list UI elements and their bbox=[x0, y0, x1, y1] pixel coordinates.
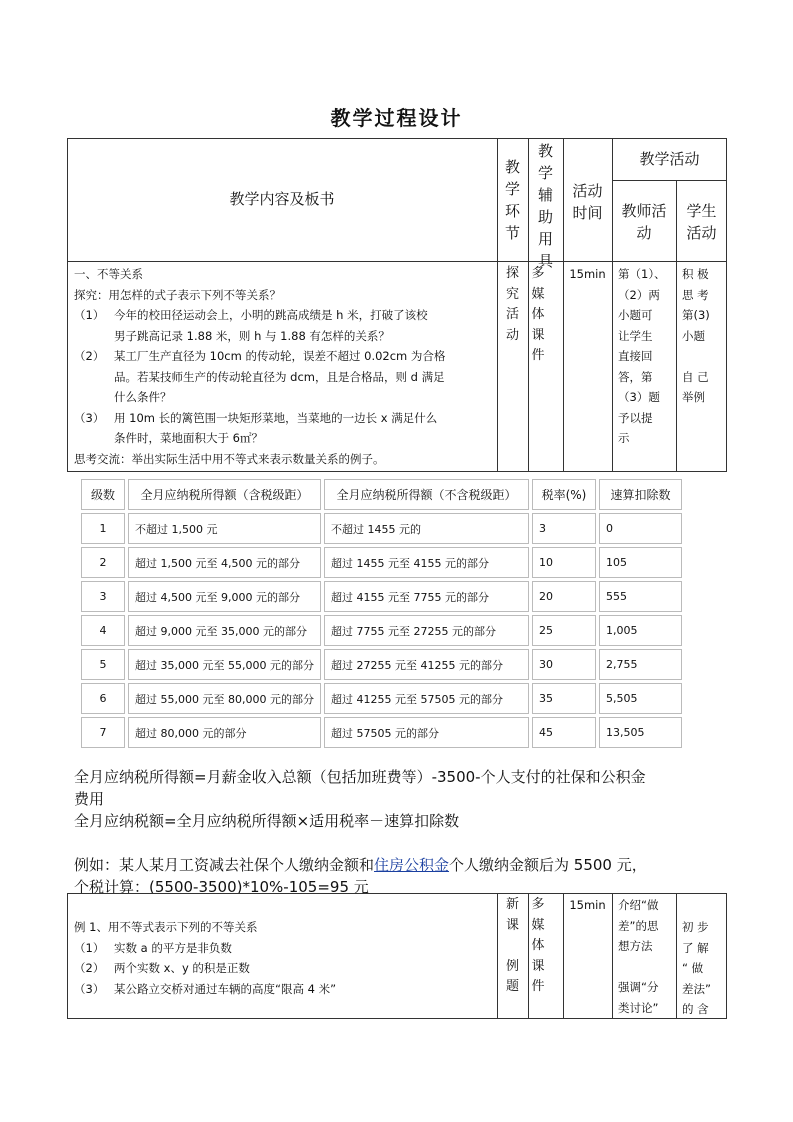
table-cell: 不超过 1,500 元 bbox=[128, 513, 321, 544]
header-aids bbox=[528, 140, 563, 272]
section1-content bbox=[74, 264, 496, 469]
teacher-line: 介绍“做 bbox=[618, 898, 659, 912]
page-title: 教学过程设计 bbox=[330, 106, 463, 130]
section2-content bbox=[74, 917, 496, 999]
header-student-text: 学生活动 bbox=[686, 202, 717, 242]
item-text: 今年的校田径运动会上，小明的跳高成绩是 h 米，打破了该校 bbox=[114, 308, 428, 322]
table-cell: 555 bbox=[599, 581, 682, 612]
list-item-cont: 品。若某技师生产的传动轮直径为 dcm，且是合格品，则 d 满足 bbox=[114, 369, 445, 384]
aids-char: 课 bbox=[531, 327, 545, 343]
example-text: 个人缴纳金额后为 5500 元， bbox=[449, 856, 647, 874]
example-text: 例如：某人某月工资减去社保个人缴纳金额和 bbox=[74, 856, 375, 874]
section1-student bbox=[682, 264, 726, 408]
header-time-text: 活动时间 bbox=[572, 182, 603, 222]
aids-char: 媒 bbox=[531, 917, 545, 933]
teacher-line: （3）题 bbox=[618, 390, 660, 404]
teacher-line: 予以提 bbox=[618, 410, 653, 425]
section1-heading: 一、不等关系 bbox=[74, 267, 143, 281]
student-line: 小题 bbox=[682, 328, 705, 343]
formula-line-1: 全月应纳税所得额=月薪金收入总额（包括加班费等）-3500-个人支付的社保和公积金 bbox=[74, 768, 646, 786]
table-cell: 30 bbox=[532, 649, 596, 680]
aids-char: 课 bbox=[531, 958, 545, 974]
teacher-line: 想方法 bbox=[618, 939, 653, 953]
header-student bbox=[676, 200, 727, 244]
student-line: 初 步 bbox=[682, 920, 709, 934]
table-header: 税率(%) bbox=[532, 479, 596, 510]
header-teacher bbox=[612, 200, 676, 244]
table-row bbox=[81, 649, 682, 680]
student-line: 的 含 bbox=[682, 1002, 709, 1016]
table-row bbox=[81, 615, 682, 646]
phase-char: 新 bbox=[505, 897, 519, 912]
section1-aids bbox=[528, 264, 548, 367]
table-cell: 不超过 1455 元的 bbox=[324, 513, 529, 544]
student-line: 差法” bbox=[682, 981, 711, 996]
col-line bbox=[612, 893, 613, 1019]
list-item-cont: 条件时，菜地面积大于 6㎡？ bbox=[114, 431, 263, 445]
aids-char: 体 bbox=[531, 307, 545, 322]
section2-phase bbox=[497, 895, 528, 998]
teacher-line: 第（1）、 bbox=[618, 267, 666, 281]
item-number: （1） bbox=[74, 308, 105, 322]
list-item bbox=[74, 938, 496, 959]
item-text: 某公路立交桥对通过车辆的高度“限高 4 米” bbox=[114, 981, 337, 996]
teacher-line: 直接回 bbox=[618, 349, 653, 363]
student-line: “ 做 bbox=[682, 961, 704, 975]
table-header: 全月应纳税所得额（含税级距） bbox=[128, 479, 321, 510]
section1-closing: 思考交流：举出实际生活中用不等式来表示数量关系的例子。 bbox=[74, 451, 385, 466]
table-cell: 5 bbox=[81, 649, 125, 680]
table-cell: 2 bbox=[81, 547, 125, 578]
table-header: 速算扣除数 bbox=[599, 479, 682, 510]
formula-line-1-cont: 费用 bbox=[74, 790, 105, 808]
table-cell: 2,755 bbox=[599, 649, 682, 680]
section1-time: 15min bbox=[569, 267, 606, 281]
teacher-line: 答，第 bbox=[618, 369, 653, 384]
aids-char: 多 bbox=[531, 897, 545, 912]
phase-char bbox=[497, 936, 528, 957]
student-line: 举例 bbox=[682, 390, 705, 404]
table-cell: 超过 4155 元至 7755 元的部分 bbox=[324, 581, 529, 612]
list-item-cont: 男子跳高记录 1.88 米，则 h 与 1.88 有怎样的关系？ bbox=[114, 328, 390, 343]
student-line: 积 极 bbox=[682, 267, 709, 281]
col-line bbox=[612, 138, 613, 472]
formula-line-2: 全月应纳税额=全月应纳税所得额×适用税率－速算扣除数 bbox=[74, 812, 460, 830]
header-phase-text: 教学环节 bbox=[504, 158, 520, 242]
table-header-row bbox=[81, 479, 682, 510]
housing-fund-link[interactable]: 住房公积金 bbox=[374, 856, 450, 874]
list-item-cont: 什么条件？ bbox=[114, 390, 172, 404]
item-text: 某工厂生产直径为 10cm 的传动轮，误差不超过 0.02cm 为合格 bbox=[114, 349, 446, 363]
table-header: 级数 bbox=[81, 479, 125, 510]
table-row bbox=[81, 717, 682, 748]
list-item bbox=[74, 979, 496, 1000]
table-cell: 6 bbox=[81, 683, 125, 714]
table-cell: 超过 35,000 元至 55,000 元的部分 bbox=[128, 649, 321, 680]
section2-time: 15min bbox=[569, 898, 606, 912]
header-activity: 教学活动 bbox=[639, 150, 700, 168]
aids-char: 件 bbox=[531, 348, 545, 363]
student-line: 了 解 bbox=[682, 940, 709, 955]
table-cell: 25 bbox=[532, 615, 596, 646]
table-cell: 4 bbox=[81, 615, 125, 646]
table-row bbox=[81, 581, 682, 612]
activity-divider bbox=[612, 180, 727, 181]
tax-rate-table bbox=[78, 476, 685, 751]
phase-char: 探 bbox=[505, 266, 519, 281]
student-line: 自 己 bbox=[682, 369, 709, 384]
student-line bbox=[682, 346, 726, 367]
student-line: 思 考 bbox=[682, 287, 709, 302]
teacher-line: 差”的思 bbox=[618, 918, 659, 933]
item-number: （1） bbox=[74, 940, 105, 955]
item-text: 两个实数 x、y 的积是正数 bbox=[114, 961, 250, 975]
list-item bbox=[74, 305, 496, 326]
header-phase bbox=[497, 156, 528, 244]
item-text: 用 10m 长的篱笆围一块矩形菜地，当菜地的一边长 x 满足什么 bbox=[114, 410, 438, 425]
table-cell: 3 bbox=[532, 513, 596, 544]
teacher-line: 示 bbox=[618, 431, 630, 445]
table-cell: 超过 27255 元至 41255 元的部分 bbox=[324, 649, 529, 680]
table-cell: 13,505 bbox=[599, 717, 682, 748]
table-row bbox=[81, 513, 682, 544]
item-number: （2） bbox=[74, 349, 105, 363]
phase-char: 究 bbox=[505, 286, 519, 302]
table-cell: 超过 7755 元至 27255 元的部分 bbox=[324, 615, 529, 646]
list-item bbox=[74, 346, 496, 367]
phase-char: 动 bbox=[505, 327, 519, 343]
table-cell: 超过 41255 元至 57505 元的部分 bbox=[324, 683, 529, 714]
section2-teacher bbox=[618, 895, 676, 1018]
list-item bbox=[74, 408, 496, 429]
aids-char: 媒 bbox=[531, 286, 545, 302]
header-teacher-text: 教师活动 bbox=[621, 202, 667, 242]
section1-intro: 探究：用怎样的式子表示下列不等关系？ bbox=[74, 287, 281, 302]
item-text: 实数 a 的平方是非负数 bbox=[114, 940, 232, 955]
table-cell: 0 bbox=[599, 513, 682, 544]
table-cell: 超过 4,500 元至 9,000 元的部分 bbox=[128, 581, 321, 612]
table-cell: 超过 57505 元的部分 bbox=[324, 717, 529, 748]
table-row bbox=[81, 683, 682, 714]
item-number: （3） bbox=[74, 981, 105, 996]
teacher-line: 小题可 bbox=[618, 308, 653, 322]
teacher-line: 强调“分 bbox=[618, 980, 659, 994]
teacher-line bbox=[618, 957, 676, 978]
student-line: 第(3) bbox=[682, 308, 710, 322]
phase-char: 课 bbox=[505, 917, 519, 933]
list-item bbox=[74, 958, 496, 979]
item-number: （2） bbox=[74, 961, 105, 975]
header-divider bbox=[67, 261, 727, 262]
phase-char: 活 bbox=[505, 307, 519, 322]
table-cell: 超过 1455 元至 4155 元的部分 bbox=[324, 547, 529, 578]
teacher-line: 让学生 bbox=[618, 328, 653, 343]
aids-char: 体 bbox=[531, 938, 545, 953]
table-cell: 10 bbox=[532, 547, 596, 578]
section1-teacher bbox=[618, 264, 676, 449]
col-line bbox=[676, 893, 677, 1019]
section1-phase bbox=[497, 264, 528, 346]
example-line bbox=[74, 854, 724, 876]
table-cell: 7 bbox=[81, 717, 125, 748]
aids-char: 多 bbox=[531, 266, 545, 281]
section2-heading: 例 1、用不等式表示下列的不等关系 bbox=[74, 920, 258, 934]
item-number: （3） bbox=[74, 410, 105, 425]
table-cell: 45 bbox=[532, 717, 596, 748]
formula-block bbox=[74, 766, 724, 898]
table-cell: 35 bbox=[532, 683, 596, 714]
table-cell: 3 bbox=[81, 581, 125, 612]
table-cell: 超过 9,000 元至 35,000 元的部分 bbox=[128, 615, 321, 646]
header-content: 教学内容及板书 bbox=[229, 190, 335, 208]
header-aids-text: 教学辅助用具 bbox=[537, 142, 553, 270]
table-cell: 5,505 bbox=[599, 683, 682, 714]
phase-char: 题 bbox=[505, 979, 519, 994]
section2-student bbox=[682, 917, 726, 1020]
example-calc: 个税计算：(5500-3500)*10%-105=95 元 bbox=[74, 878, 369, 896]
table-cell: 超过 55,000 元至 80,000 元的部分 bbox=[128, 683, 321, 714]
table-header: 全月应纳税所得额（不含税级距） bbox=[324, 479, 529, 510]
phase-char: 例 bbox=[505, 958, 519, 974]
teacher-line: （2）两 bbox=[618, 287, 660, 302]
teacher-line: 类讨论” bbox=[618, 1000, 659, 1015]
section2-aids bbox=[528, 895, 548, 998]
table-row bbox=[81, 547, 682, 578]
table-cell: 105 bbox=[599, 547, 682, 578]
header-time bbox=[563, 180, 612, 224]
table-cell: 20 bbox=[532, 581, 596, 612]
aids-char: 件 bbox=[531, 979, 545, 994]
table-cell: 超过 80,000 元的部分 bbox=[128, 717, 321, 748]
table-cell: 1,005 bbox=[599, 615, 682, 646]
table-cell: 1 bbox=[81, 513, 125, 544]
table-cell: 超过 1,500 元至 4,500 元的部分 bbox=[128, 547, 321, 578]
